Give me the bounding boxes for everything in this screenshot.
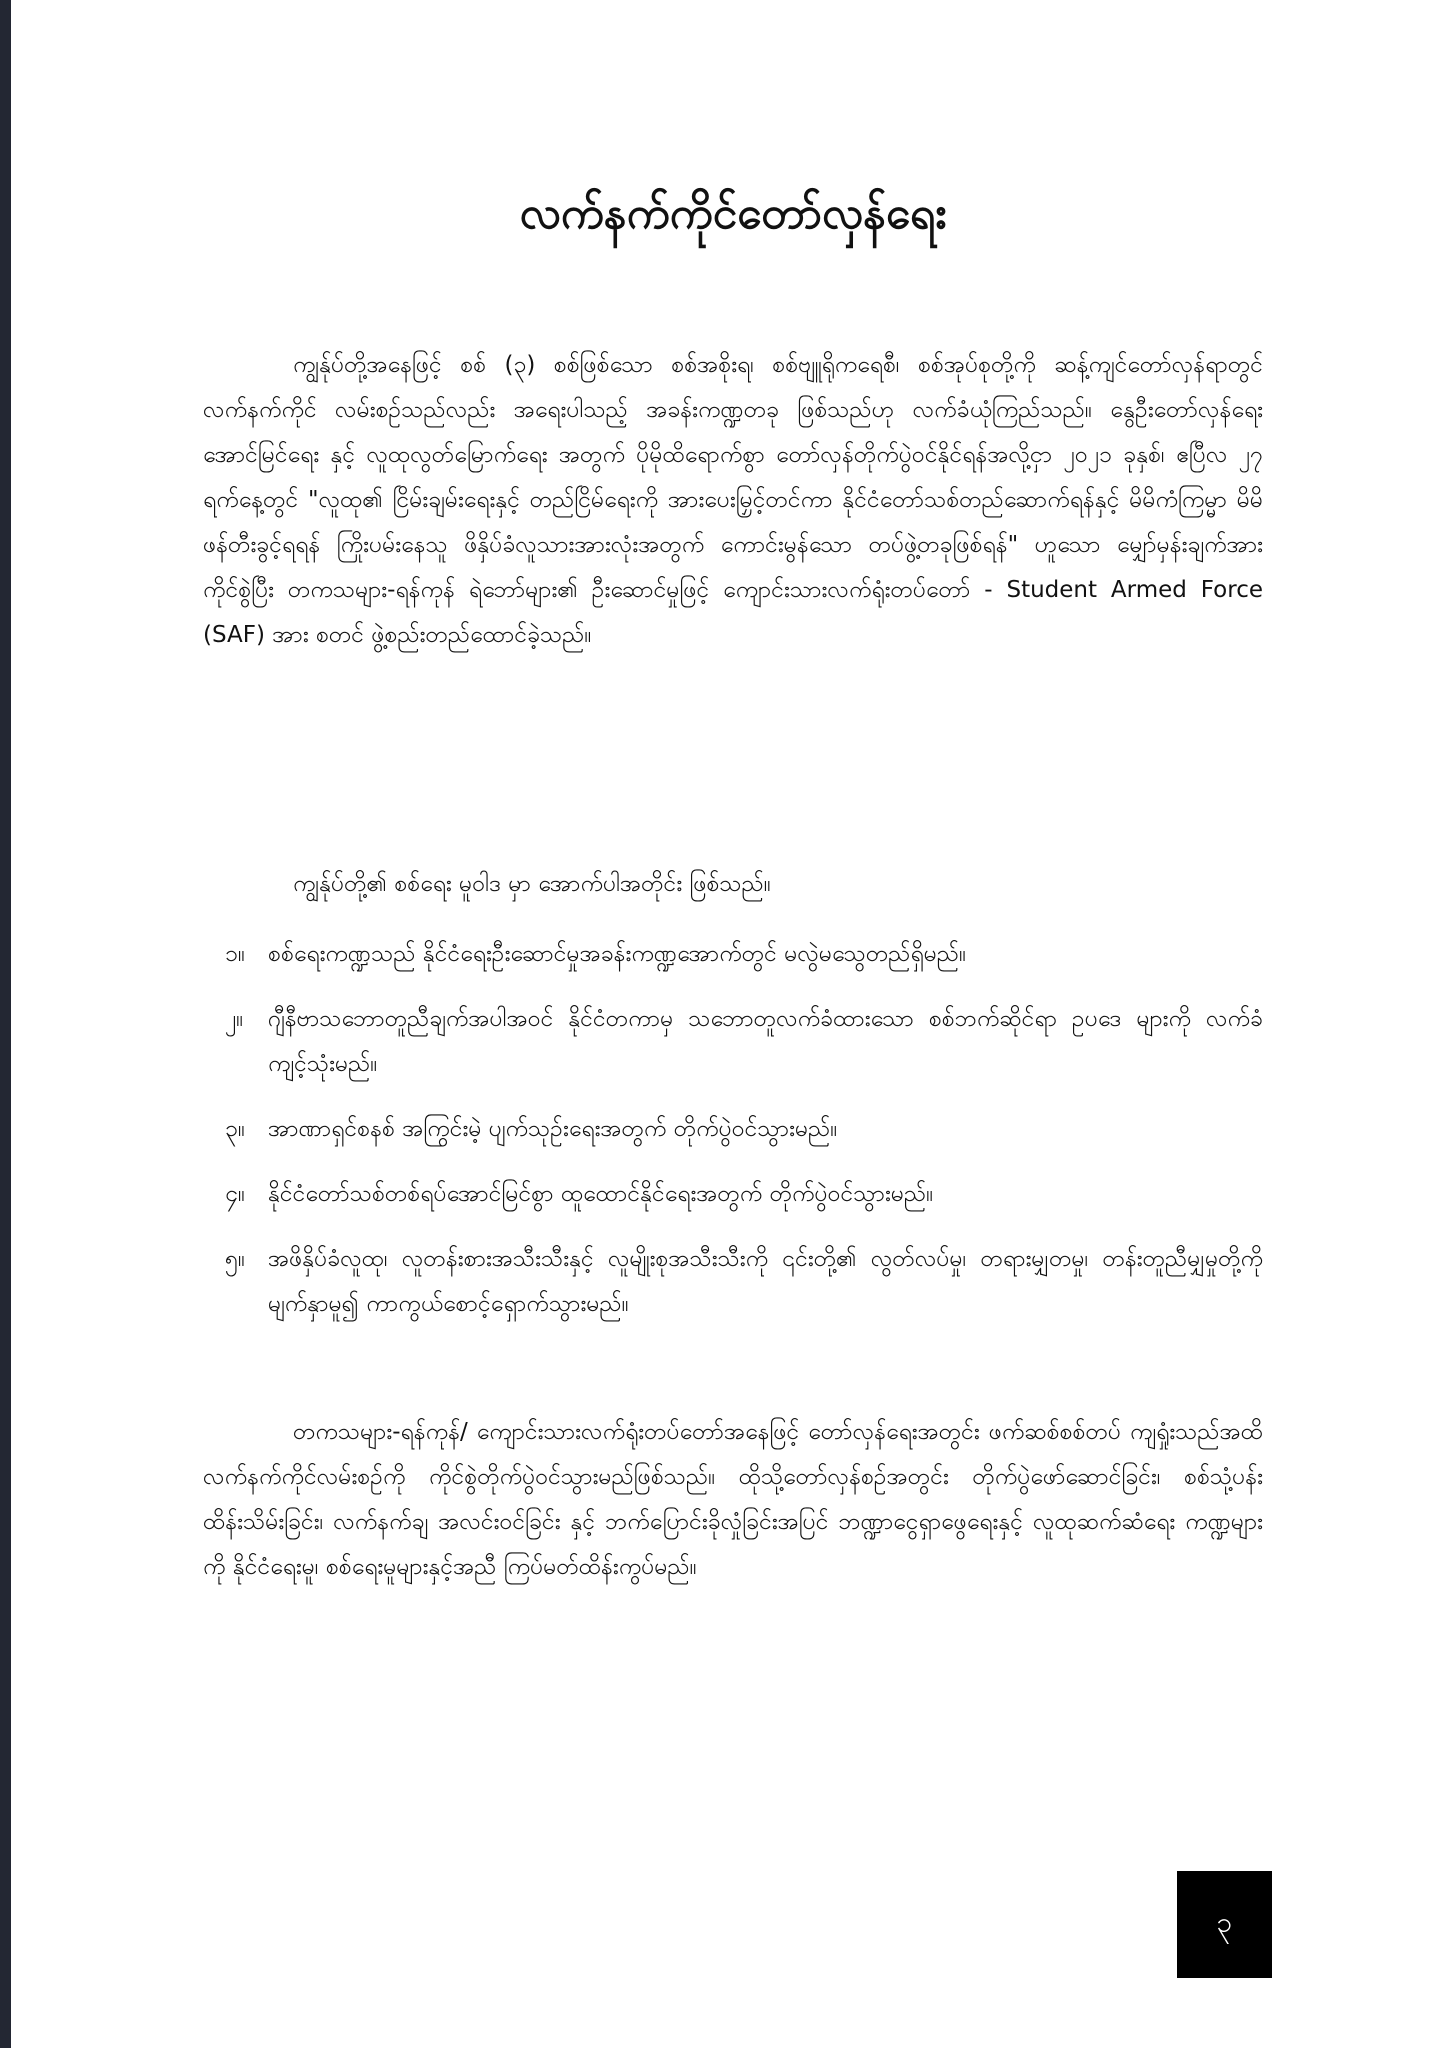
list-item [225, 997, 1263, 1087]
list-item-number: ၂။ [225, 1006, 244, 1032]
left-edge-bar [0, 0, 11, 2048]
military-policy-list [225, 932, 1263, 1347]
policy-intro-paragraph: ကျွန်ုပ်တို့၏ စစ်ရေး မူဝါဒ မှာ အောက်ပါအတိုင်း ဖြစ်သည်။ [293, 871, 771, 897]
page-number: ၃ [1216, 1905, 1233, 1939]
list-item-text: အဖိနှိပ်ခံလူထု၊ လူတန်းစားအသီးသီးနှင့် လူမျိုးစုအသီးသီးကို ၎င်းတို့၏ လွတ်လပ်မှု၊ တရားမျှတမှု၊ တန်းတူညီမျှမှုတို့ကို မျက်နှာမူ၍ ကာကွယ်စောင့်ရှောက်သွားမည်။ [268, 1246, 1263, 1317]
list-item-text: နိုင်ငံတော်သစ်တစ်ရပ်အောင်မြင်စွာ ထူထောင်နိုင်ရေးအတွက် တိုက်ပွဲဝင်သွားမည်။ [268, 1181, 934, 1207]
list-item-number: ၄။ [225, 1181, 245, 1207]
intro-paragraph: ကျွန်ုပ်တို့အနေဖြင့် စစ် (၃) စစ်ဖြစ်သော စစ်အစိုးရ၊ စစ်ဗျူရိုကရေစီ၊ စစ်အုပ်စုတို့ကို ဆန့်ကျင်တော်လှန်ရာတွင် လက်နက်ကိုင် လမ်းစဉ်သည်လည်း အရေးပါသည့် အခန်းကဏ္ဍတခု ဖြစ်သည်ဟု လက်ခံယုံကြည်သည်။ နွေဦးတော်လှန်ရေး အောင်မြင်ရေး နှင့် လူထုလွတ်မြောက်ရေး အတွက် ပိုမိုထိရောက်စွာ တော်လှန်တိုက်ပွဲဝင်နိုင်ရန်အလို့ငှာ ၂၀၂၁ ခုနှစ်၊ ဧပြီလ ၂၇ ရက်နေ့တွင် "လူထု၏ ငြိမ်းချမ်းရေးနှင့် တည်ငြိမ်ရေးကို အားပေးမြှင့်တင်ကာ နိုင်ငံတော်သစ်တည်ဆောက်ရန်နှင့် မိမိကံကြမ္မာ မိမိဖန်တီးခွင့်ရရန် ကြိုးပမ်းနေသူ ဖိနှိပ်ခံလူသားအားလုံးအတွက် ကောင်းမွန်သော တပ်ဖွဲ့တခုဖြစ်ရန်" ဟူသော မျှော်မှန်းချက်အား ကိုင်စွဲပြီး တကသများ-ရန်ကုန် ရဲဘော်များ၏ ဦးဆောင်မှုဖြင့် ကျောင်းသားလက်ရုံးတပ်တော် - Student Armed Force (SAF) အား စတင် ဖွဲ့စည်းတည်ထောင်ခဲ့သည်။ [203, 352, 1263, 648]
list-item-text: အာဏာရှင်စနစ် အကြွင်းမဲ့ ပျက်သုဉ်းရေးအတွက် တိုက်ပွဲဝင်သွားမည်။ [268, 1116, 838, 1142]
list-item-number: ၁။ [225, 941, 245, 967]
list-item-text: စစ်ရေးကဏ္ဍသည် နိုင်ငံရေးဦးဆောင်မှုအခန်းကဏ္ဍအောက်တွင် မလွဲမသွေတည်ရှိမည်။ [268, 941, 967, 967]
document-page [203, 0, 1263, 2048]
list-item [225, 1107, 1263, 1152]
list-item [225, 932, 1263, 977]
list-item-number: ၃။ [225, 1116, 245, 1142]
list-item [225, 1237, 1263, 1327]
page-number-box [1177, 1871, 1272, 1978]
closing-paragraph: တကသများ-ရန်ကုန်/ ကျောင်းသားလက်ရုံးတပ်တော်အနေဖြင့် တော်လှန်ရေးအတွင်း ဖက်ဆစ်စစ်တပ် ကျရှုံးသည်အထိ လက်နက်ကိုင်လမ်းစဉ်ကို ကိုင်စွဲတိုက်ပွဲဝင်သွားမည်ဖြစ်သည်။ ထိုသို့တော်လှန်စဉ်အတွင်း တိုက်ပွဲဖော်ဆောင်ခြင်း၊ စစ်သုံ့ပန်းထိန်းသိမ်းခြင်း၊ လက်နက်ချ အလင်းဝင်ခြင်း နှင့် ဘက်ပြောင်းခိုလှုံခြင်းအပြင် ဘဏ္ဍာငွေရှာဖွေရေးနှင့် လူထုဆက်ဆံရေး ကဏ္ဍများကို နိုင်ငံရေးမူ၊ စစ်ရေးမူများနှင့်အညီ ကြပ်မတ်ထိန်းကွပ်မည်။ [203, 1419, 1263, 1580]
list-item-number: ၅။ [225, 1246, 245, 1272]
page-title: လက်နက်ကိုင်တော်လှန်ရေး [519, 188, 947, 239]
list-item-text: ဂျီနီဗာသဘောတူညီချက်အပါအဝင် နိုင်ငံတကာမှ သဘောတူလက်ခံထားသော စစ်ဘက်ဆိုင်ရာ ဥပဒေ များကို လက်ခံကျင့်သုံးမည်။ [268, 1006, 1263, 1077]
list-item [225, 1172, 1263, 1217]
